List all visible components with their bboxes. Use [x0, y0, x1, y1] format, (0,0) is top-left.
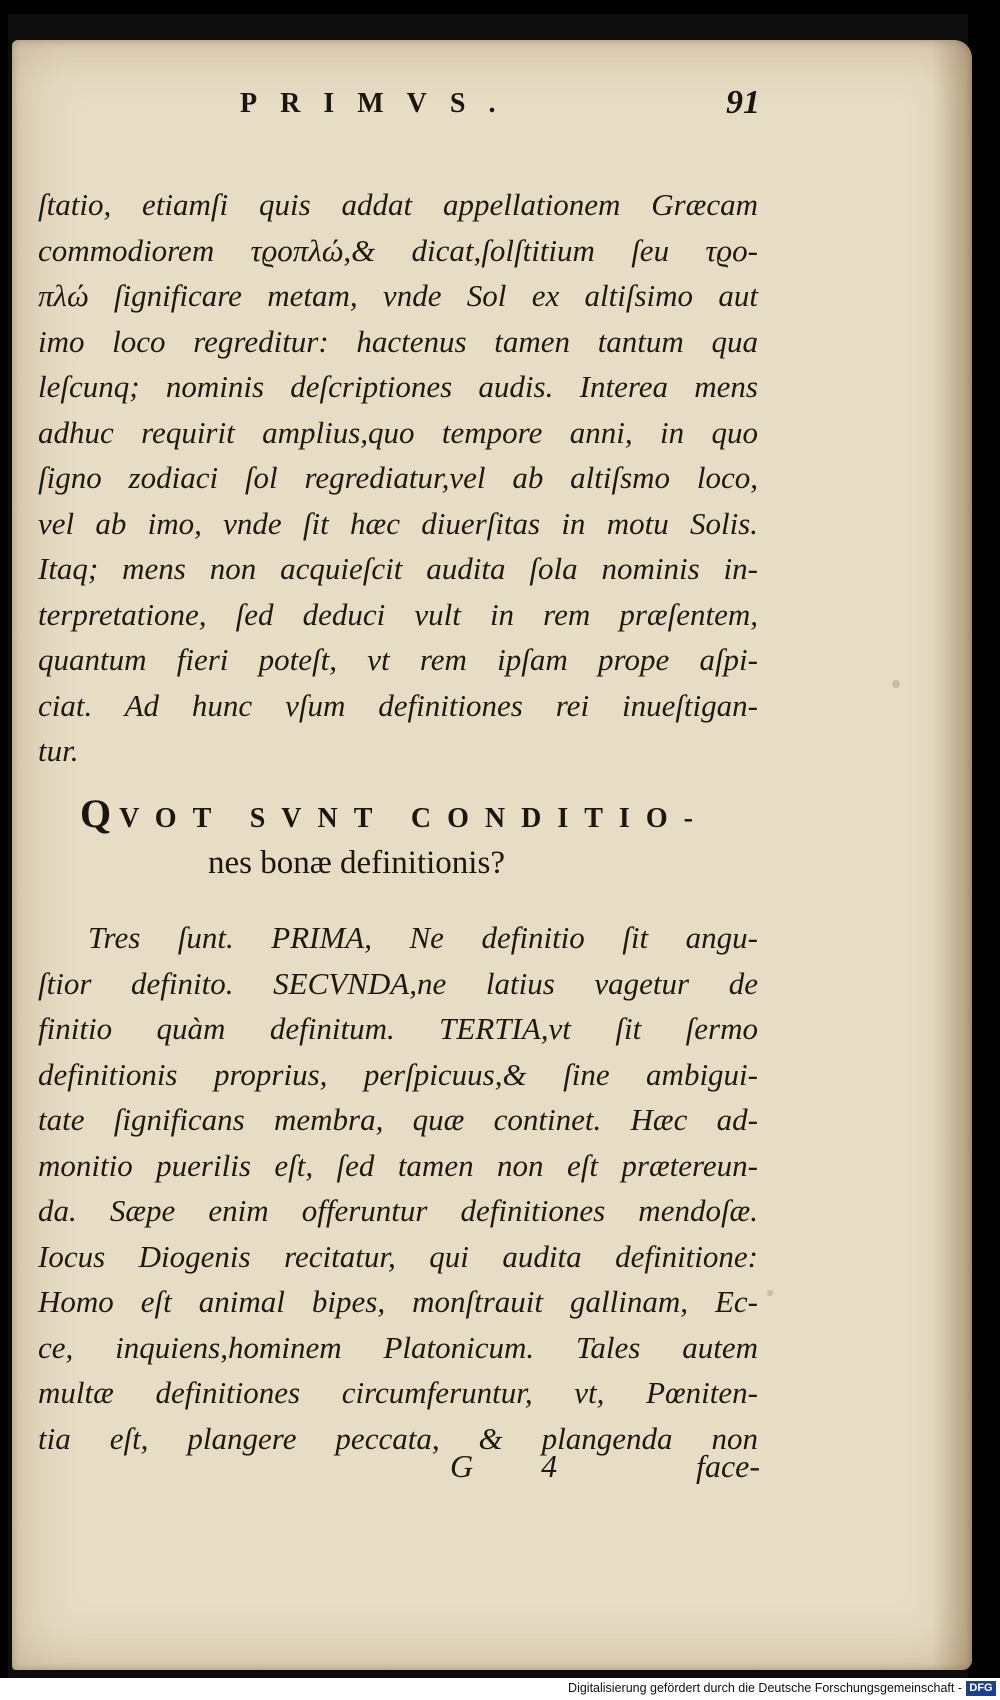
- section-heading: [80, 790, 740, 882]
- text-line: ſtatio, etiamſi quis addat appellationem Græcam: [38, 187, 758, 222]
- paper-stain: [892, 680, 900, 688]
- text-line: imo loco regreditur: hactenus tamen tantum qua: [38, 323, 758, 359]
- page-number: 91: [726, 84, 760, 121]
- text-line: vel ab imo, vnde ſit hæc diuerſitas in motu Solis.: [38, 505, 758, 541]
- running-title: PRIMVS.: [240, 88, 519, 119]
- text-line: ſtior definito. SECVNDA,ne latius vagetur de: [38, 965, 758, 1001]
- text-line: leſcunq; nominis deſcriptiones audis. Interea mens: [38, 369, 758, 404]
- text-line: πλώ ſignificare metam, vnde Sol ex altiſsimo aut: [38, 278, 758, 313]
- paper-stain: [767, 1290, 773, 1296]
- heading-line-2: nes bonæ definitionis?: [208, 845, 505, 881]
- text-line: Itaq; mens non acquieſcit audita ſola nominis in-: [38, 551, 758, 586]
- signature-mark: G 4: [450, 1448, 588, 1484]
- running-head: [220, 84, 760, 138]
- text-line: finitio quàm definitum. TERTIA,vt ſit ſermo: [38, 1011, 758, 1046]
- text-line: Tres ſunt. PRIMA, Ne definitio ſit angu-: [88, 920, 758, 955]
- footer-credit: Digitalisierung gefördert durch die Deutsche Forschungsgemeinschaft -: [568, 1681, 962, 1695]
- text-line: monitio puerilis eſt, ſed tamen non eſt prætereun-: [38, 1147, 758, 1183]
- text-line: da. Sæpe enim offeruntur definitiones mendoſæ.: [38, 1193, 758, 1228]
- paragraph-2: [38, 915, 758, 1461]
- heading-initial: Q: [80, 791, 120, 836]
- text-line: ſigno zodiaci ſol regrediatur,vel ab altiſsmo loco,: [38, 460, 758, 495]
- heading-line-1: [80, 790, 740, 837]
- text-line: tur.: [38, 733, 79, 768]
- paragraph-1: [38, 182, 758, 774]
- text-line: definitionis proprius, perſpicuus,& ſine ambigui-: [38, 1056, 758, 1092]
- dfg-logo: DFG: [966, 1681, 996, 1696]
- text-line: tate ſignificans membra, quæ continet. Hæc ad-: [38, 1102, 758, 1137]
- text-line: ce, inquiens,hominem Platonicum. Tales autem: [38, 1329, 758, 1365]
- text-line: ciat. Ad hunc vſum definitiones rei inueſtigan-: [38, 687, 758, 723]
- text-line: multæ definitiones circumferuntur, vt, Pœniten-: [38, 1375, 758, 1410]
- text-line: quantum fieri poteſt, vt rem ipſam prope aſpi-: [38, 642, 758, 677]
- digitization-footer: [0, 1678, 1000, 1700]
- heading-caps: VOT SVNT CONDITIO-: [119, 803, 709, 834]
- text-line: adhuc requirit amplius,quo tempore anni, in quo: [38, 414, 758, 450]
- signature-line: [450, 1448, 760, 1498]
- catchword: face-: [696, 1448, 760, 1484]
- text-line: terpretatione, ſed deduci vult in rem præſentem,: [38, 596, 758, 632]
- text-line: Iocus Diogenis recitatur, qui audita definitione:: [38, 1238, 758, 1274]
- text-line: commodiorem τϱοπλώ,& dicat,ſolſtitium ſeu τϱο-: [38, 232, 758, 268]
- text-line: Homo eſt animal bipes, monſtrauit gallinam, Ec-: [38, 1284, 758, 1319]
- text-line: tia eſt, plangere peccata, & plangenda non: [38, 1420, 758, 1456]
